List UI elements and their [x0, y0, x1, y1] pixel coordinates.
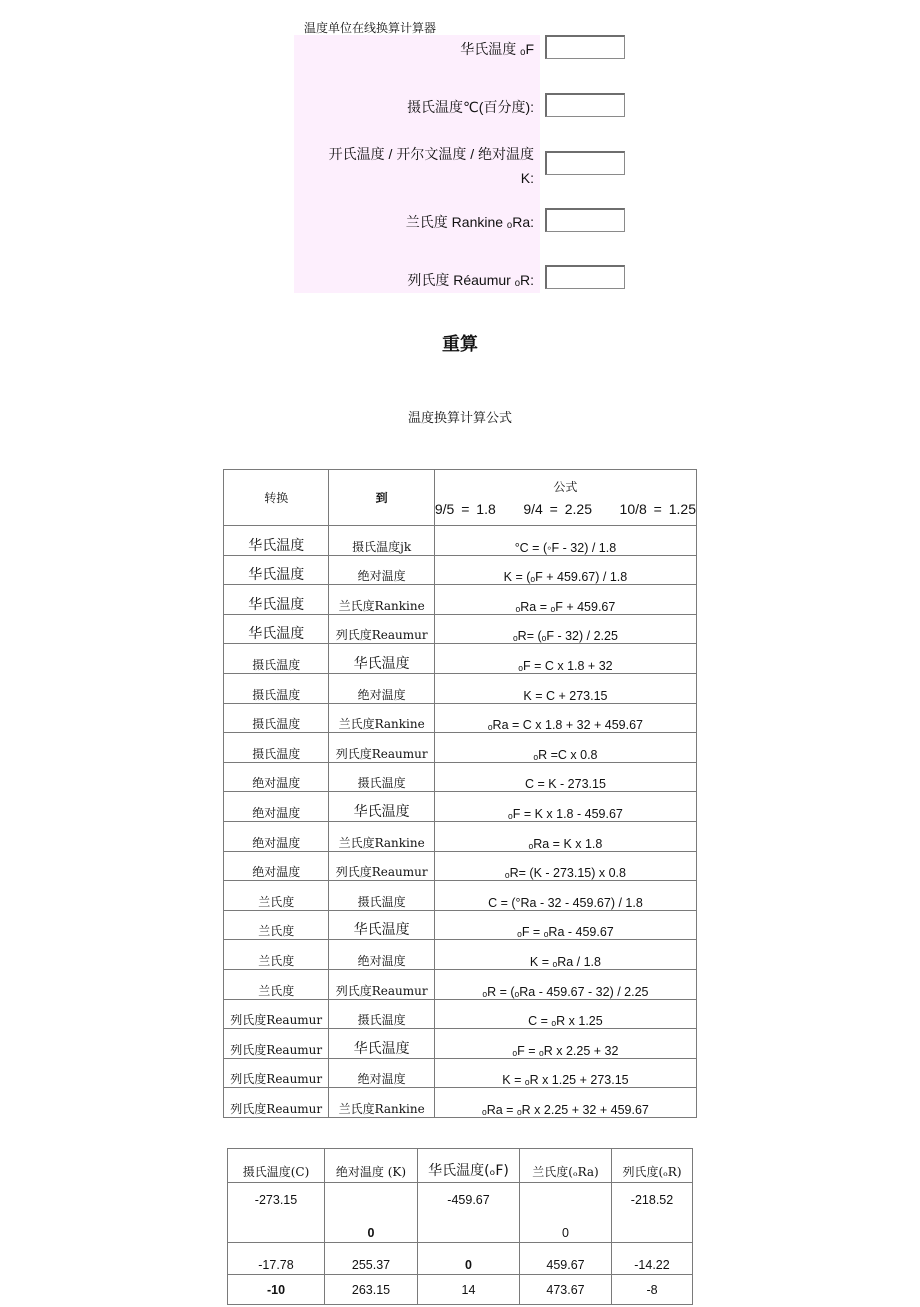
formula-section-title: 温度换算计算公式	[407, 410, 512, 425]
conversion-row	[224, 999, 697, 1029]
conversion-cell-formula: C = ₒR x 1.25	[434, 999, 696, 1029]
conversion-cell-formula: ₒRa = ₒF + 459.67	[434, 585, 696, 615]
conversion-cell-to: 列氏度Reaumur	[329, 614, 434, 644]
conversion-cell-to: 兰氏度Rankine	[329, 821, 434, 851]
conversion-row	[224, 1088, 697, 1118]
conversion-cell-to: 绝对温度	[329, 940, 434, 970]
fahrenheit-label: 华氏温度 ₒF	[460, 41, 534, 57]
conversion-cell-formula: °C = (◦F - 32) / 1.8	[434, 526, 696, 556]
ref-cell: 0	[325, 1183, 418, 1243]
conversion-row	[224, 762, 697, 792]
conversion-row	[224, 733, 697, 763]
celsius-input[interactable]	[545, 93, 625, 117]
kelvin-label-line2: K:	[520, 170, 534, 186]
ref-cell: -14.22	[612, 1243, 693, 1275]
conversion-cell-from: 兰氏度	[224, 940, 329, 970]
conversion-cell-from: 列氏度Reaumur	[224, 1029, 329, 1059]
conversion-cell-formula: ₒR= (K - 273.15) x 0.8	[434, 851, 696, 881]
reference-row	[228, 1183, 693, 1243]
conversion-cell-from: 兰氏度	[224, 969, 329, 999]
conversion-cell-formula: K = ₒR x 1.25 + 273.15	[434, 1058, 696, 1088]
conversion-formula-table	[223, 469, 697, 1118]
conversion-cell-from: 摄氏温度	[224, 703, 329, 733]
conversion-cell-from: 兰氏度	[224, 881, 329, 911]
kelvin-label-line1: 开氏温度 / 开尔文温度 / 绝对温度	[328, 146, 534, 162]
ref-header-reaumur: 列氏度(ₒR)	[612, 1149, 693, 1183]
ref-cell: -8	[612, 1275, 693, 1305]
ref-cell: -273.15	[228, 1183, 325, 1243]
conversion-cell-formula: ₒF = C x 1.8 + 32	[434, 644, 696, 674]
fahrenheit-input[interactable]	[545, 35, 625, 59]
kelvin-input[interactable]	[545, 151, 625, 175]
header-formula: 公式	[553, 480, 578, 494]
conversion-cell-from: 摄氏温度	[224, 644, 329, 674]
conversion-row	[224, 969, 697, 999]
conversion-row	[224, 881, 697, 911]
conversion-cell-to: 绝对温度	[329, 1058, 434, 1088]
header-formula-cell	[434, 470, 696, 526]
conversion-cell-to: 华氏温度	[329, 910, 434, 940]
ref-header-celsius: 摄氏温度(C)	[228, 1149, 325, 1183]
reference-row	[228, 1243, 693, 1275]
conversion-row	[224, 585, 697, 615]
ref-cell: 14	[418, 1275, 520, 1305]
ref-cell: 473.67	[520, 1275, 612, 1305]
conversion-cell-formula: ₒF = K x 1.8 - 459.67	[434, 792, 696, 822]
ref-header-fahrenheit: 华氏温度(ₒF)	[418, 1149, 520, 1183]
conversion-cell-from: 列氏度Reaumur	[224, 1058, 329, 1088]
conversion-cell-to: 摄氏温度jk	[329, 526, 434, 556]
conversion-cell-to: 列氏度Reaumur	[329, 733, 434, 763]
conversion-cell-from: 绝对温度	[224, 762, 329, 792]
conversion-cell-to: 绝对温度	[329, 555, 434, 585]
conversion-row	[224, 821, 697, 851]
conversion-cell-to: 兰氏度Rankine	[329, 703, 434, 733]
conversion-row	[224, 526, 697, 556]
ref-header-rankine: 兰氏度(ₒRa)	[520, 1149, 612, 1183]
conversion-cell-from: 兰氏度	[224, 910, 329, 940]
conversion-cell-to: 华氏温度	[329, 644, 434, 674]
conversion-cell-to: 摄氏温度	[329, 762, 434, 792]
conversion-cell-to: 摄氏温度	[329, 999, 434, 1029]
ref-cell: 255.37	[325, 1243, 418, 1275]
ref-cell: -459.67	[418, 1183, 520, 1243]
conversion-row	[224, 644, 697, 674]
conversion-cell-formula: C = K - 273.15	[434, 762, 696, 792]
conversion-row	[224, 851, 697, 881]
conversion-cell-formula: ₒF = ₒRa - 459.67	[434, 910, 696, 940]
ref-cell: -10	[228, 1275, 325, 1305]
conversion-cell-formula: C = (°Ra - 32 - 459.67) / 1.8	[434, 881, 696, 911]
conversion-row	[224, 910, 697, 940]
reference-row	[228, 1275, 693, 1305]
conversion-cell-formula: ₒR= (ₒF - 32) / 2.25	[434, 614, 696, 644]
conversion-cell-formula: K = C + 273.15	[434, 673, 696, 703]
reaumur-label: 列氏度 Réaumur ₒR:	[407, 272, 534, 288]
conversion-cell-to: 兰氏度Rankine	[329, 585, 434, 615]
conversion-cell-from: 列氏度Reaumur	[224, 999, 329, 1029]
ref-cell: -17.78	[228, 1243, 325, 1275]
conversion-cell-from: 摄氏温度	[224, 733, 329, 763]
reset-button[interactable]: 重算	[442, 334, 478, 354]
conversion-row	[224, 1029, 697, 1059]
conversion-cell-formula: ₒRa = K x 1.8	[434, 821, 696, 851]
header-ratios: 9/5 = 1.8 9/4 = 2.25 10/8 = 1.25	[434, 501, 696, 517]
conversion-row	[224, 614, 697, 644]
conversion-cell-formula: ₒRa = C x 1.8 + 32 + 459.67	[434, 703, 696, 733]
conversion-cell-formula: K = (ₒF + 459.67) / 1.8	[434, 555, 696, 585]
celsius-label: 摄氏温度℃(百分度):	[407, 99, 534, 115]
conversion-cell-from: 绝对温度	[224, 821, 329, 851]
reference-header-row	[228, 1149, 693, 1183]
conversion-cell-from: 华氏温度	[224, 614, 329, 644]
conversion-cell-to: 摄氏温度	[329, 881, 434, 911]
ref-cell: -218.52	[612, 1183, 693, 1243]
header-to: 到	[329, 470, 434, 526]
conversion-cell-to: 列氏度Reaumur	[329, 969, 434, 999]
conversion-cell-formula: ₒRa = ₒR x 2.25 + 32 + 459.67	[434, 1088, 696, 1118]
ref-header-kelvin: 绝对温度 (K)	[325, 1149, 418, 1183]
conversion-cell-formula: ₒF = ₒR x 2.25 + 32	[434, 1029, 696, 1059]
conversion-cell-from: 华氏温度	[224, 526, 329, 556]
conversion-cell-from: 列氏度Reaumur	[224, 1088, 329, 1118]
page-title: 温度单位在线换算计算器	[304, 21, 437, 35]
conversion-row	[224, 1058, 697, 1088]
conversion-row	[224, 940, 697, 970]
conversion-row	[224, 792, 697, 822]
conversion-row	[224, 673, 697, 703]
conversion-cell-to: 列氏度Reaumur	[329, 851, 434, 881]
conversion-header-row	[224, 470, 697, 526]
ref-cell: 0	[418, 1243, 520, 1275]
ref-cell: 459.67	[520, 1243, 612, 1275]
conversion-cell-to: 绝对温度	[329, 673, 434, 703]
ref-cell: 0	[520, 1183, 612, 1243]
rankine-input[interactable]	[545, 208, 625, 232]
conversion-cell-from: 华氏温度	[224, 585, 329, 615]
conversion-cell-from: 摄氏温度	[224, 673, 329, 703]
conversion-cell-from: 绝对温度	[224, 792, 329, 822]
header-from: 转换	[224, 470, 329, 526]
reaumur-input[interactable]	[545, 265, 625, 289]
rankine-label: 兰氏度 Rankine ₒRa:	[405, 214, 534, 230]
conversion-cell-formula: ₒR = (ₒRa - 459.67 - 32) / 2.25	[434, 969, 696, 999]
conversion-cell-to: 华氏温度	[329, 792, 434, 822]
conversion-row	[224, 703, 697, 733]
conversion-cell-formula: ₒR =C x 0.8	[434, 733, 696, 763]
reference-values-table	[227, 1148, 693, 1305]
conversion-cell-to: 兰氏度Rankine	[329, 1088, 434, 1118]
conversion-cell-to: 华氏温度	[329, 1029, 434, 1059]
conversion-cell-from: 绝对温度	[224, 851, 329, 881]
conversion-row	[224, 555, 697, 585]
conversion-cell-formula: K = ₒRa / 1.8	[434, 940, 696, 970]
conversion-cell-from: 华氏温度	[224, 555, 329, 585]
ref-cell: 263.15	[325, 1275, 418, 1305]
